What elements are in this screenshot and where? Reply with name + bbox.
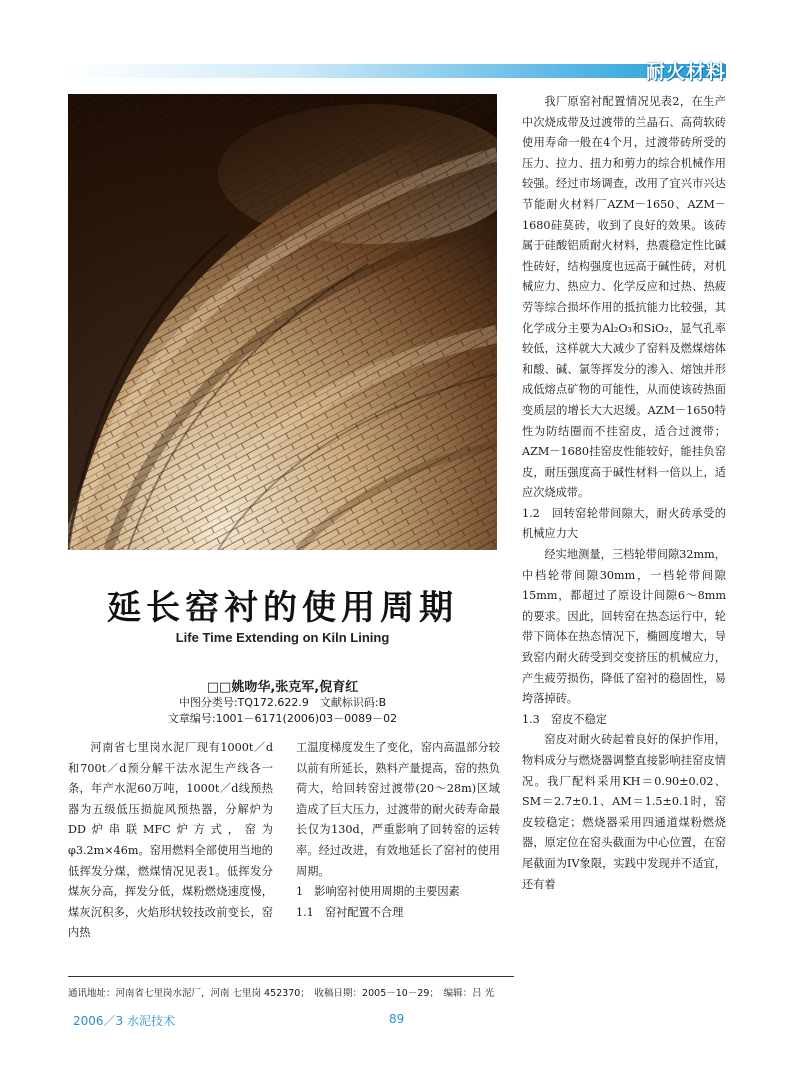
paragraph: 河南省七里岗水泥厂现有1000t／d和700t／d预分解干法水泥生产线各一条，年产水泥60万吨，1000t／d线预热器为五级低压损旋风预热器，分解炉为DD炉串联MFC炉方式，窑为φ3.2m×46m。窑用燃料全部使用当地的低挥发分煤，燃煤情况见表1。低挥发分煤灰分高，挥发分低，煤粉燃烧速度慢，煤灰沉积多，火焰形状较技改前变长，窑内热 (68, 741, 273, 940)
article-number: 文章编号:1001－6171(2006)03－0089－02 (167, 712, 398, 725)
body-column-left (68, 738, 273, 944)
journal-issue: 2006／3 水泥技术 (73, 1014, 175, 1028)
footnote-divider (68, 976, 514, 977)
subsection-heading: 1.1 窑衬配置不合理 (296, 905, 404, 919)
body-column-middle (296, 738, 500, 923)
page-number: 89 (389, 1012, 405, 1026)
footnote: 通讯地址：河南省七里岗水泥厂，河南 七里岗 452370； 收稿日期：2005－10－29； 编辑：吕 光 (68, 988, 495, 999)
section-category: 耐火材料 (645, 61, 726, 83)
section-heading: 1 影响窑衬使用周期的主要因素 (296, 885, 460, 899)
paragraph: 工温度梯度发生了变化，窑内高温部分较以前有所延长，熟料产量提高，窑的热负荷大，给回转窑过渡带(20～28m)区域造成了巨大压力，过渡带的耐火砖寿命最长仅为130d，严重影响了回转窑的运转率。经过改进，有效地延长了窑衬的使用周期。 (296, 741, 500, 878)
header-band (66, 64, 726, 78)
subsection-heading: 1.3 窑皮不稳定 (522, 712, 607, 726)
article-title: 延长窑衬的使用周期 (107, 588, 458, 628)
subsection-heading: 1.2 回转窑轮带间隙大，耐火砖承受的机械应力大 (522, 506, 726, 541)
classification-line: 中图分类号:TQ172.622.9 文献标识码:B (178, 696, 387, 709)
article-authors: □□姚吻华,张克军,倪育红 (206, 680, 359, 695)
paragraph: 窑皮对耐火砖起着良好的保护作用，物料成分与燃烧器调整直接影响挂窑皮情况。我厂配料采用KH＝0.90±0.02、SM＝2.7±0.1、AM＝1.5±0.1时，窑皮较稳定；燃烧器采用四通道煤粉燃烧器，原定位在窑头截面为中心位置，在窑尾截面为IV象限，实践中发现并不适宜，还有着 (522, 733, 726, 891)
kiln-lining-photo (68, 94, 497, 550)
article-title-en: Life Time Extending on Kiln Lining (175, 630, 390, 645)
body-column-right (522, 92, 726, 895)
paragraph: 经实地测量，三档轮带间隙32mm，中档轮带间隙30mm，一档轮带间隙15mm，都超过了原设计间隙6～8mm的要求。因此，回转窑在热态运行中，轮带下筒体在热态情况下，椭圆度增大，导致窑内耐火砖受到交变挤压的机械应力，产生疲劳损伤，降低了窑衬的稳固性，易垮落掉砖。 (522, 548, 726, 706)
paragraph: 我厂原窑衬配置情况见表2，在生产中次烧成带及过渡带的兰晶石、高荷软砖使用寿命一般在4个月，过渡带砖所受的压力、拉力、扭力和剪力的综合机械作用较强。经过市场调查，改用了宜兴市兴达节能耐火材料厂AZM－1650、AZM－1680硅莫砖，收到了良好的效果。该砖属于硅酸铝质耐火材料，热震稳定性比碱性砖好，结构强度也远高于碱性砖，对机械应力、热应力、化学反应和过热、热疲劳等综合损坏作用的抵抗能力比较强，其化学成分主要为Al₂O₃和SiO₂，显气孔率较低，这样就大大减少了窑料及燃煤熔体和酸、碱、氯等挥发分的渗入、熔蚀并形成低熔点矿物的可能性，从而使该砖热面变质层的增长大大迟缓。AZM－1650特性为防结圈而不挂窑皮，适合过渡带；AZM－1680挂窑皮性能较好，能挂负窑皮，耐压强度高于碱性材料一倍以上，适应次烧成带。 (522, 95, 726, 500)
